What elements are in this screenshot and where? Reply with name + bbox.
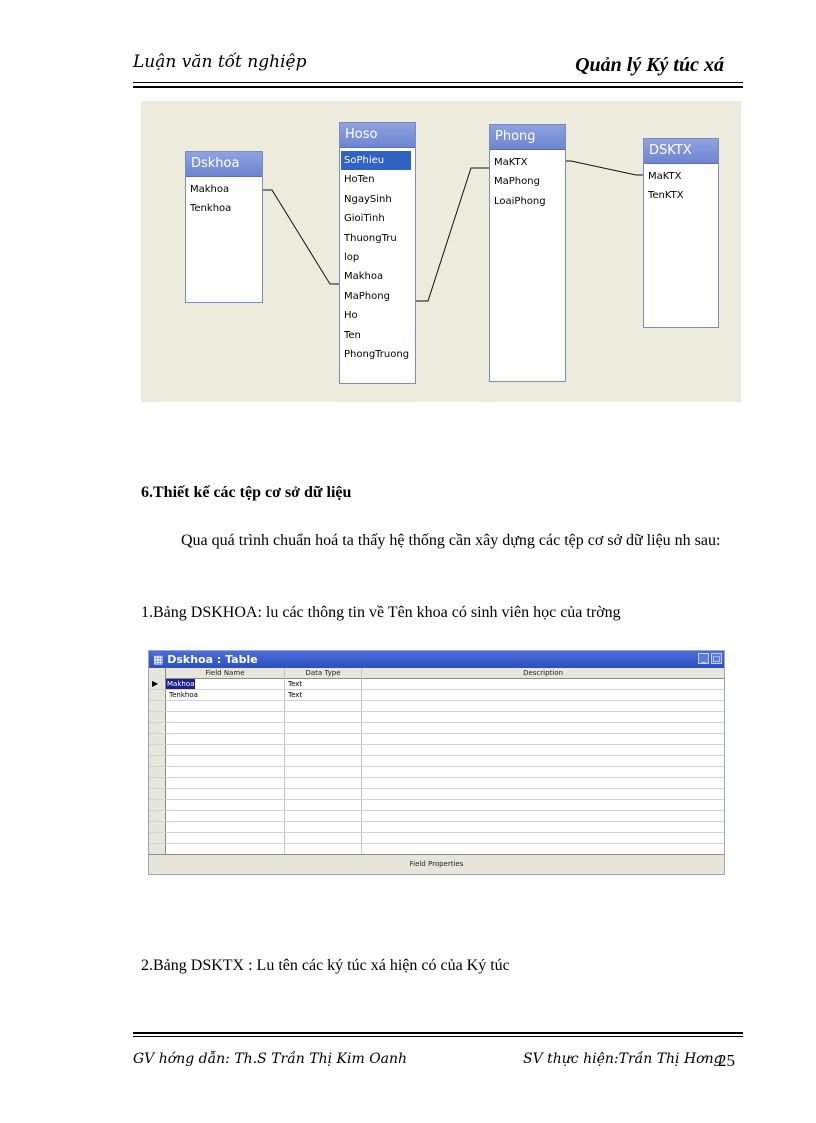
erd-field: Tenkhoa xyxy=(190,203,232,215)
erd-table-title: Phong xyxy=(490,125,565,150)
field-properties-bar: Field Properties xyxy=(149,854,724,874)
table-row[interactable] xyxy=(149,800,724,811)
erd-field: LoaiPhong xyxy=(494,195,546,207)
erd-table-title: DSKTX xyxy=(644,139,718,164)
erd-field: Ten xyxy=(344,329,361,341)
erd-field: TenKTX xyxy=(648,190,684,202)
table-row[interactable] xyxy=(149,833,724,844)
data-type-cell[interactable]: Text xyxy=(288,680,303,688)
table-row[interactable] xyxy=(149,679,724,690)
footer-rule-1 xyxy=(133,1032,743,1034)
footer-rule-2 xyxy=(133,1036,743,1037)
section-paragraph: Qua quá trình chuẩn hoá ta thấy hệ thống cần xây dựng các tệp cơ sở dữ liệu nh sau: xyxy=(181,532,721,549)
table-row[interactable] xyxy=(149,789,724,800)
minimize-icon[interactable]: _ xyxy=(698,653,709,664)
table-row[interactable] xyxy=(149,701,724,712)
erd-field: MaPhong xyxy=(344,290,390,302)
current-row-arrow-icon: ▶ xyxy=(152,679,159,688)
table-row[interactable] xyxy=(149,756,724,767)
table-row[interactable] xyxy=(149,734,724,745)
section-heading: 6.Thiết kế các tệp cơ sở dữ liệu xyxy=(141,484,352,501)
erd-field: HoTen xyxy=(344,174,375,186)
erd-field: MaKTX xyxy=(648,171,682,182)
erd-field: NgaySinh xyxy=(344,193,392,205)
table-row[interactable] xyxy=(149,745,724,756)
header-rule-2 xyxy=(133,86,743,88)
field-grid xyxy=(149,668,724,857)
erd-field: Ho xyxy=(344,310,358,322)
table-row[interactable] xyxy=(149,767,724,778)
table-row[interactable] xyxy=(149,712,724,723)
erd-field-selected: SoPhieu xyxy=(341,151,411,170)
erd-field: Makhoa xyxy=(190,184,230,195)
table-row[interactable] xyxy=(149,822,724,833)
field-name-cell[interactable]: Makhoa xyxy=(167,680,195,688)
erd-field: MaKTX xyxy=(494,157,528,168)
table-row[interactable] xyxy=(149,811,724,822)
footer-supervisor: GV hớng dẫn: Th.S Trần Thị Kim Oanh xyxy=(133,1051,408,1067)
section-item-1: 1.Bảng DSKHOA: lu các thông tin về Tên khoa có sinh viên học của trờng xyxy=(141,604,621,621)
header-right: Quản lý Ký túc xá xyxy=(575,54,724,76)
header-rule-1 xyxy=(133,82,743,83)
window-title-bar xyxy=(149,651,724,668)
column-header-description: Description xyxy=(362,668,724,679)
erd-table-title: Hoso xyxy=(340,123,415,148)
table-row[interactable] xyxy=(149,778,724,789)
erd-field: MaPhong xyxy=(494,176,540,188)
section-item-2: 2.Bảng DSKTX : Lu tên các ký túc xá hiện có của Ký túc xyxy=(141,957,510,974)
window-title: Dskhoa : Table xyxy=(167,653,258,666)
erd-table-dsktx[interactable] xyxy=(643,138,719,328)
erd-field: PhongTruong xyxy=(344,348,410,360)
erd-table-hoso[interactable] xyxy=(339,122,416,384)
access-table-window[interactable] xyxy=(148,650,725,875)
erd-field: Makhoa xyxy=(344,271,384,283)
erd-field: lop xyxy=(344,251,360,263)
page-number: 25 xyxy=(718,1051,735,1070)
relationship-diagram xyxy=(141,101,741,402)
column-header-field-name: Field Name xyxy=(166,668,284,679)
erd-table-title: Dskhoa xyxy=(186,152,262,177)
erd-field: ThuongTru xyxy=(344,232,397,244)
erd-table-dskhoa[interactable] xyxy=(185,151,263,303)
field-name-cell[interactable]: Tenkhoa xyxy=(169,691,198,699)
data-type-cell[interactable]: Text xyxy=(288,691,303,699)
header-left: Luận văn tốt nghiệp xyxy=(133,52,307,72)
table-row[interactable] xyxy=(149,723,724,734)
maximize-icon[interactable]: □ xyxy=(712,654,721,663)
table-icon: ▦ xyxy=(153,653,168,666)
column-header-data-type: Data Type xyxy=(285,668,361,679)
table-row[interactable] xyxy=(149,690,724,701)
erd-field: GioiTinh xyxy=(344,213,385,225)
erd-table-phong[interactable] xyxy=(489,124,566,382)
footer-student: SV thực hiện:Trần Thị Hơng xyxy=(523,1051,723,1067)
